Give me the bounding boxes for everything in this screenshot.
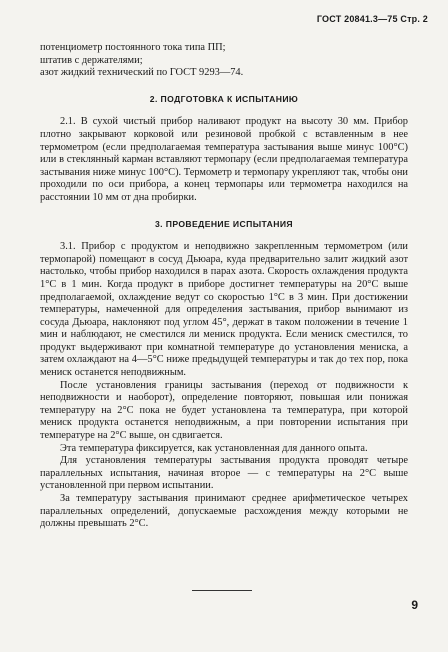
page-header: ГОСТ 20841.3—75 Стр. 2 — [316, 14, 428, 24]
list-item: азот жидкий технический по ГОСТ 9293—74. — [40, 67, 244, 79]
list-item: потенциометр постоянного тока типа ПП; — [40, 42, 226, 53]
paragraph-mean-value: За температуру застывания принимают среднее арифметическое четырех параллельных определений, допускаемые расхождения между которыми не должны превышать 2°С. — [40, 493, 408, 530]
paragraph-fixation: Эта температура фиксируется, как установленная для данного опыта. — [60, 442, 368, 454]
section-2-title: 2. ПОДГОТОВКА К ИСПЫТАНИЮ — [149, 93, 299, 104]
document-body — [40, 42, 408, 531]
divider-line — [192, 590, 252, 591]
paragraph-3-1: 3.1. Прибор с продуктом и неподвижно закрепленным термометром (или термопарой) помещают в сосуд Дьюара, куда предварительно залит жидкий азот настолько, чтобы прибор находился в парах азота. Скорость охлаждения продукта 1°С в 1 мин. Когда продукт в приборе достигнет температуры на 20°С выше предполагаемой, охлаждение ведут со скоростью 1°С в 3 мин. При достижении температуры, намеченной для определения застывания, прибор вынимают из сосуда Дьюара, наклоняют под углом 45°, держат в таком положении в течение 1 мин и наблюдают, не сместился ли мениск продукта. Если мениск сместился, то продукт выдерживают при комнатной температуре до установления мениска, а затем охлаждают на 4—5°С ниже предыдущей температуры и так до тех пор, пока мениск останется неподвижным. — [40, 241, 408, 379]
paragraph-boundary: После установления границы застывания (переход от подвижности к неподвижности и наоборот), определение повторяют, повышая или понижая температуру на 2°С пока не будет установлена та температура, при которой мениск продукта останется неподвижным, а при повторении испытания при температуре на 2°С выше, он сдвигается. — [40, 379, 408, 442]
list-item: штатив с держателями; — [40, 54, 143, 66]
section-3-title: 3. ПРОВЕДЕНИЕ ИСПЫТАНИЯ — [155, 218, 293, 229]
paragraph-2-1: 2.1. В сухой чистый прибор наливают продукт на высоту 30 мм. Прибор плотно закрывают корковой или резиновой пробкой с вставленным в нее термометром (если предполагаемая температура застывания выше минус 100°С) или в стеклянный карман вставляют термопару (если предполагаемая температура застывания ниже минус 100°С). Термометр и термопару укрепляют так, чтобы они проходили по оси прибора, а конец термопары или термометра находился на расстоянии 10 мм от дна пробирки. — [40, 116, 408, 203]
page-number: 9 — [411, 598, 418, 612]
paragraph-parallel-tests: Для установления температуры застывания продукта проводят четыре параллельных испытания, начиная второе — с температуры на 2°С выше установленной при первом испытании. — [40, 455, 408, 492]
